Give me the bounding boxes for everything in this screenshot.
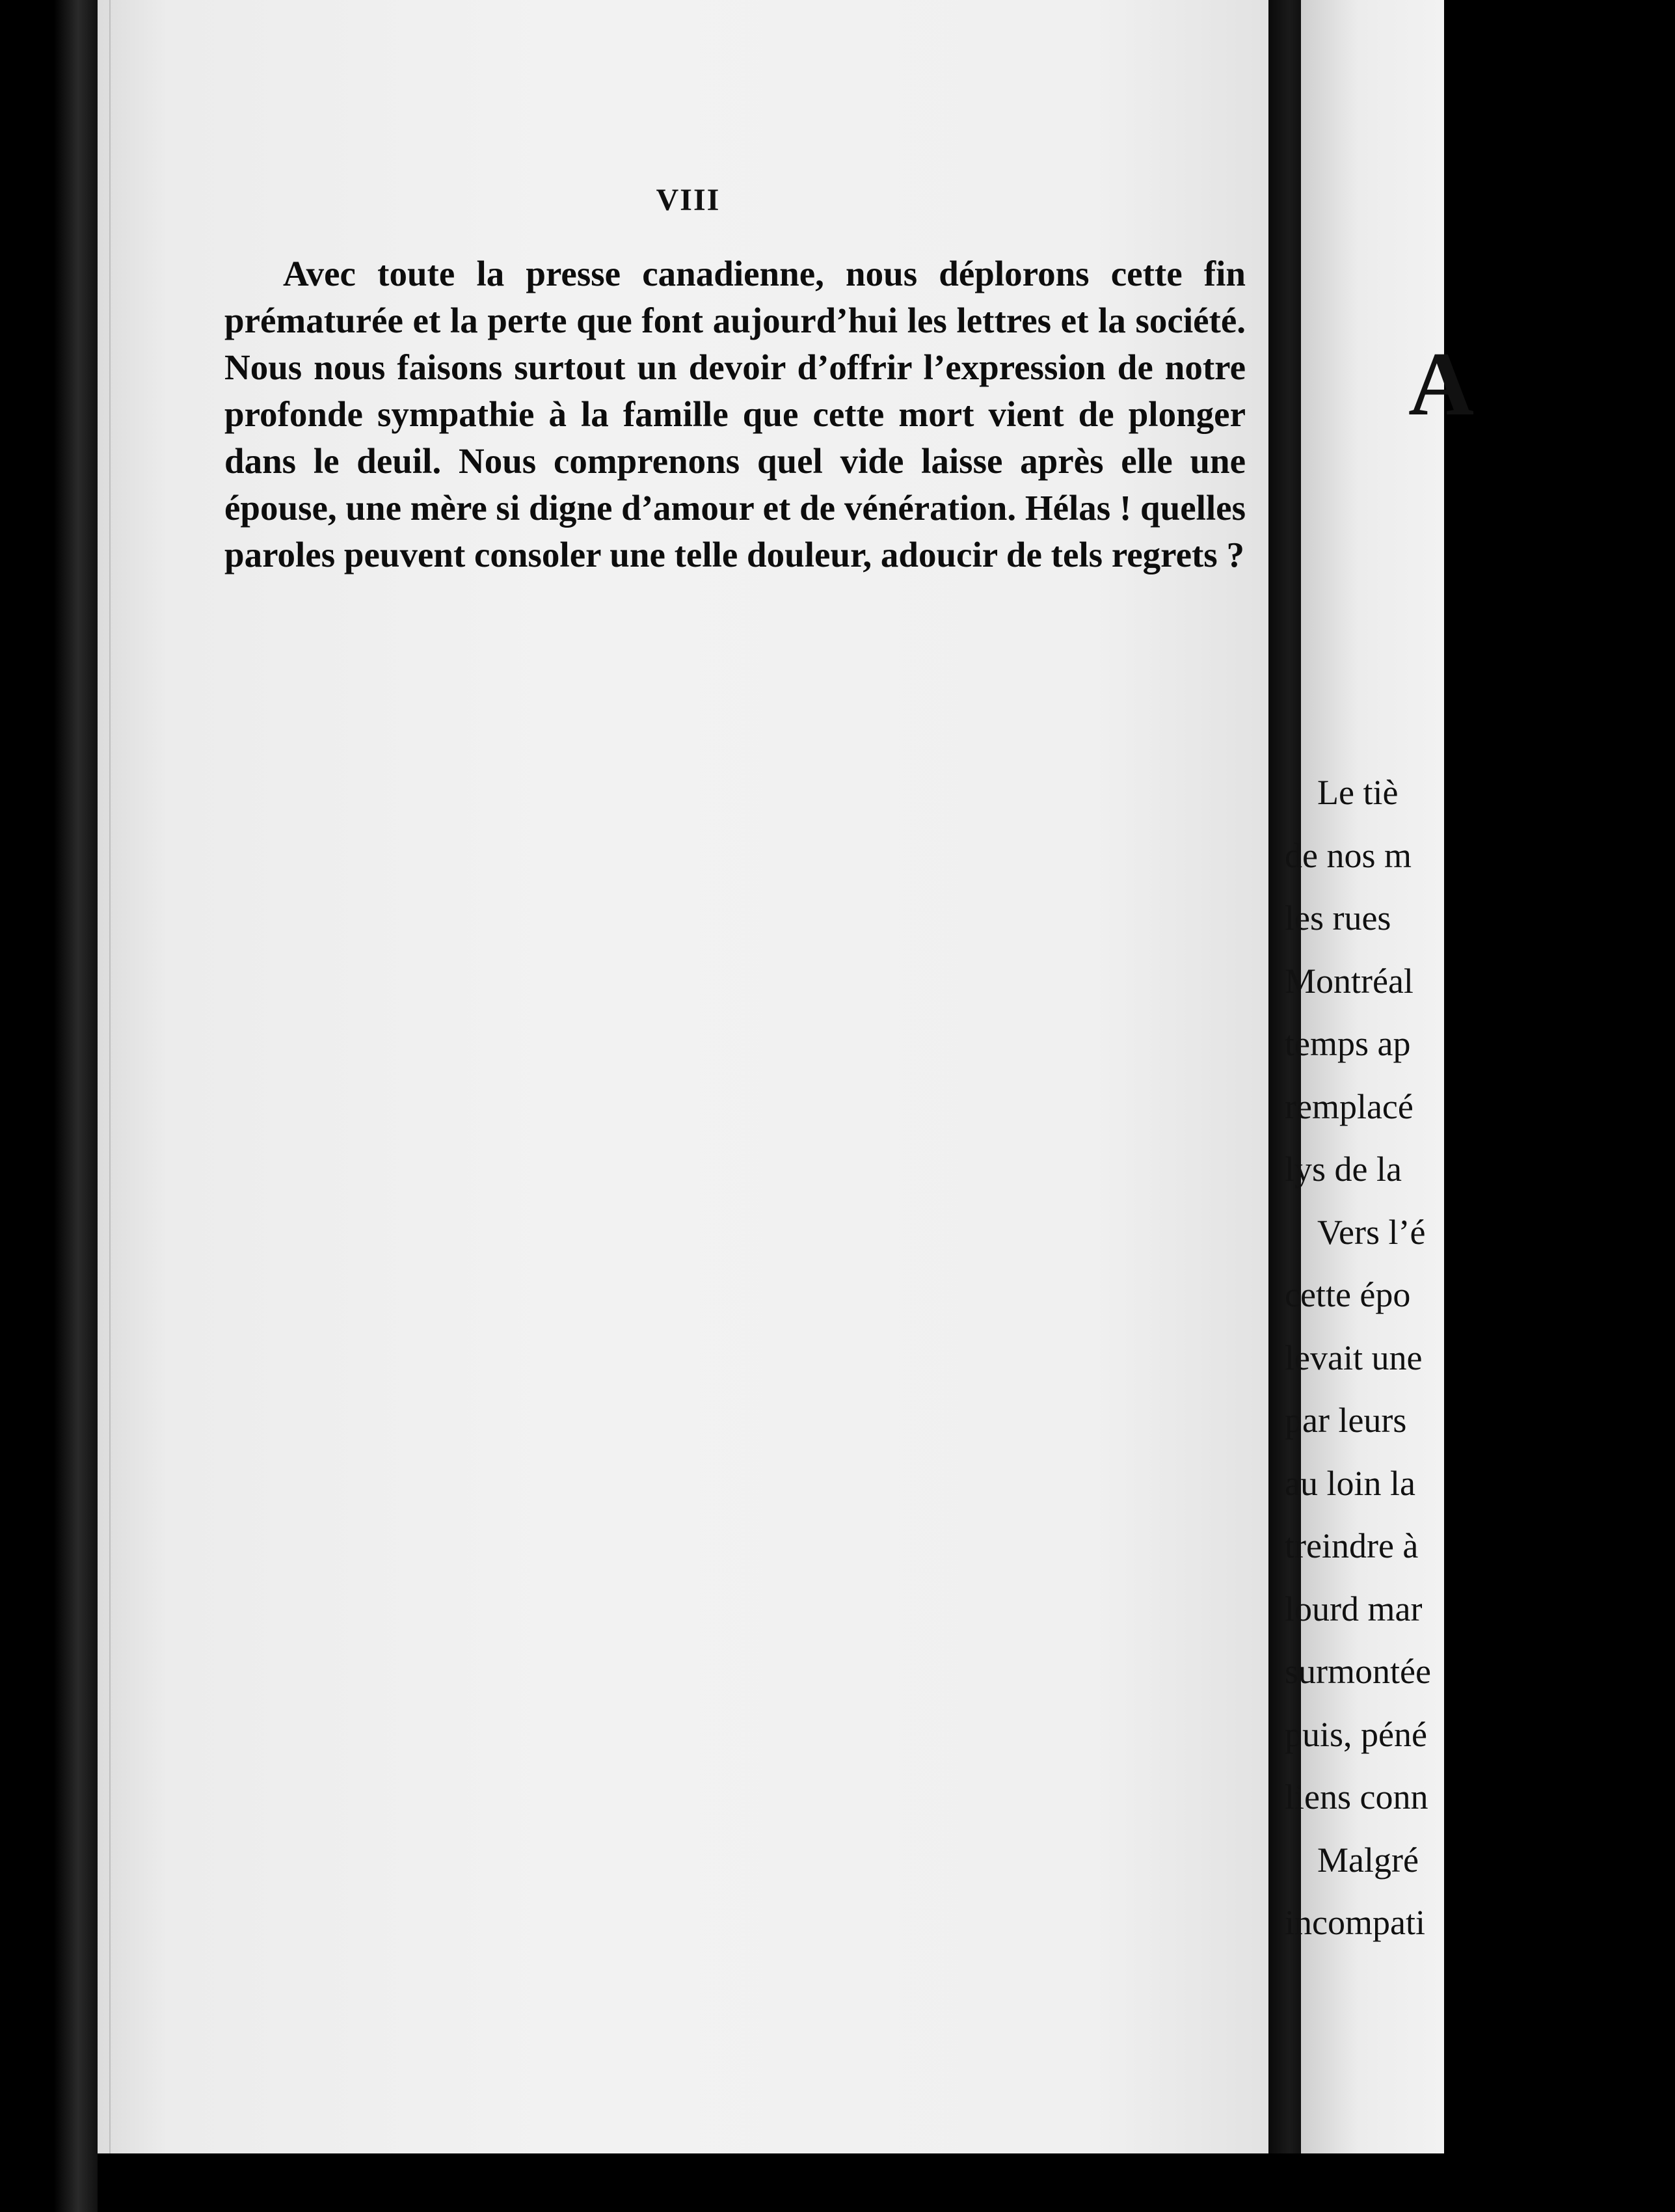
right-page-line: au loin la <box>1285 1463 1415 1503</box>
book-spine-shadow <box>0 0 98 2212</box>
right-page-line: lourd mar <box>1285 1589 1423 1628</box>
right-page-line: remplacé <box>1285 1086 1414 1126</box>
right-page-line: Malgré <box>1317 1840 1419 1880</box>
right-page-line: levait une <box>1285 1338 1423 1377</box>
right-page-line: temps ap <box>1285 1024 1411 1063</box>
right-page-text <box>1285 761 1675 1954</box>
right-page-line: par leurs <box>1285 1401 1407 1440</box>
right-page-line: les rues <box>1285 898 1391 937</box>
body-paragraph: Avec toute la presse canadienne, nous déplorons cette fin prématurée et la perte que font aujourd’hui les lettres et la société. Nous nous faisons surtout un devoir d’offrir l’expression de notre profonde sympathie à la famille que cette mort vient de plonger dans le deuil. Nous comprenons quel vide laisse après elle une épouse, une mère si digne d’amour et de vénération. Hélas ! quelles paroles peuvent consoler une telle douleur, adoucir de tels regrets ? <box>224 254 1246 574</box>
right-page-line: Montréal <box>1285 961 1414 1001</box>
right-page-line: lys de la <box>1285 1150 1402 1189</box>
right-page-line: treindre à <box>1285 1526 1419 1565</box>
right-page-line: puis, péné <box>1285 1714 1427 1754</box>
right-page-line: surmontée <box>1285 1652 1431 1691</box>
right-page-line: de nos m <box>1285 835 1412 875</box>
right-page-line: Vers l’é <box>1317 1212 1426 1252</box>
right-page-title-fragment: A <box>1408 334 1475 435</box>
right-page-line: liens conn <box>1285 1777 1428 1816</box>
right-page-line: Le tiè <box>1317 773 1399 812</box>
scan-bottom-edge <box>98 2153 1444 2212</box>
right-page-line: incompati <box>1285 1903 1425 1942</box>
page-number: VIII <box>656 183 721 217</box>
right-page <box>1285 0 1475 2173</box>
right-page-line: cette épo <box>1285 1275 1411 1314</box>
